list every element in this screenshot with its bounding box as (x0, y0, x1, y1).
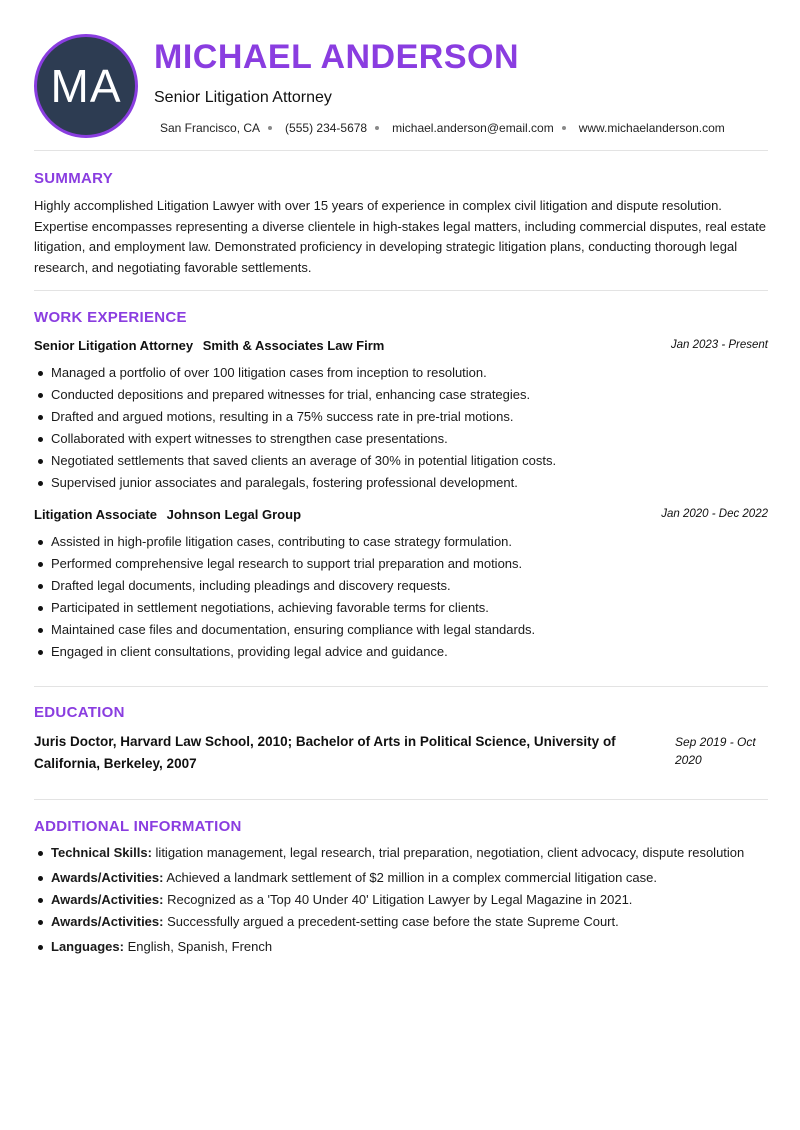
section-divider (34, 290, 768, 291)
list-item: Performed comprehensive legal research to support trial preparation and motions. (34, 553, 768, 575)
education-dates: Sep 2019 - Oct 2020 (675, 735, 756, 767)
job-header (34, 507, 768, 527)
candidate-title: Senior Litigation Attorney (154, 89, 332, 106)
list-item: Conducted depositions and prepared witnesses for trial, enhancing case strategies. (34, 384, 768, 406)
contact-email[interactable]: michael.anderson@email.com (392, 121, 554, 135)
contact-location: San Francisco, CA (160, 121, 261, 135)
item-label: Awards/Activities: (51, 914, 164, 929)
additional-list (34, 842, 768, 958)
avatar-initials: MA (50, 60, 122, 112)
list-item: Maintained case files and documentation, ensuring compliance with legal standards. (34, 619, 768, 641)
job-role: Litigation Associate (34, 507, 158, 522)
list-item (34, 842, 768, 864)
section-title-education: EDUCATION (34, 704, 125, 721)
summary-text: Highly accomplished Litigation Lawyer with over 15 years of experience in complex civil litigation and dispute resolution. Expertise encompasses representing a diverse clientele in high-stakes legal matters, including commercial disputes, real estate litigation, and employment law. Demonstrated proficiency in developing strategic litigation plans, conducting thorough legal research, and negotiating favorable settlements. (34, 198, 766, 275)
section-title-additional: ADDITIONAL INFORMATION (34, 818, 242, 835)
list-item: Supervised junior associates and paralegals, fostering professional development. (34, 472, 768, 494)
job-dates: Jan 2020 - Dec 2022 (661, 508, 768, 520)
job-bullets (34, 531, 768, 663)
candidate-name: MICHAEL ANDERSON (154, 38, 520, 76)
item-text: Achieved a landmark settlement of $2 million in a complex commercial litigation case. (166, 870, 657, 885)
job-bullets (34, 362, 768, 494)
list-item: Collaborated with expert witnesses to strengthen case presentations. (34, 428, 768, 450)
resume-header (34, 34, 768, 138)
list-item: Managed a portfolio of over 100 litigation cases from inception to resolution. (34, 362, 768, 384)
contact-line (160, 121, 725, 135)
section-divider (34, 686, 768, 687)
additional-info (34, 842, 768, 958)
job-role: Senior Litigation Attorney (34, 338, 194, 353)
list-item (34, 911, 768, 933)
job-company: Johnson Legal Group (166, 507, 302, 522)
education-degree: Juris Doctor, Harvard Law School, 2010; Bachelor of Arts in Political Science, University of California, Berkeley, 2007 (34, 734, 616, 771)
item-label: Awards/Activities: (51, 892, 164, 907)
list-item: Engaged in client consultations, providing legal advice and guidance. (34, 641, 768, 663)
list-item: Drafted and argued motions, resulting in a 75% success rate in pre-trial motions. (34, 406, 768, 428)
list-item (34, 889, 768, 911)
section-title-experience: WORK EXPERIENCE (34, 309, 187, 326)
item-text: Recognized as a 'Top 40 Under 40' Litigation Lawyer by Legal Magazine in 2021. (167, 892, 633, 907)
list-item (34, 867, 768, 889)
education-entry (34, 731, 768, 775)
list-item: Drafted legal documents, including pleadings and discovery requests. (34, 575, 768, 597)
list-item: Assisted in high-profile litigation cases, contributing to case strategy formulation. (34, 531, 768, 553)
section-title-summary: SUMMARY (34, 170, 114, 187)
job-dates: Jan 2023 - Present (670, 339, 768, 351)
item-text: English, Spanish, French (127, 939, 273, 954)
list-item: Negotiated settlements that saved clients an average of 30% in potential litigation costs. (34, 450, 768, 472)
job-company: Smith & Associates Law Firm (202, 338, 385, 353)
contact-phone: (555) 234-5678 (285, 121, 368, 135)
item-text: litigation management, legal research, trial preparation, negotiation, client advocacy, dispute resolution (155, 845, 745, 860)
contact-website[interactable]: www.michaelanderson.com (578, 121, 725, 135)
item-text: Successfully argued a precedent-setting case before the state Supreme Court. (167, 914, 619, 929)
separator-dot-icon (375, 126, 379, 130)
section-divider (34, 799, 768, 800)
initials-avatar (34, 34, 138, 138)
list-item: Participated in settlement negotiations, achieving favorable terms for clients. (34, 597, 768, 619)
experience-entry (34, 507, 768, 663)
item-label: Technical Skills: (51, 845, 152, 860)
section-divider (34, 150, 768, 151)
job-header (34, 338, 768, 358)
separator-dot-icon (268, 126, 272, 130)
experience-entry (34, 338, 768, 494)
item-label: Awards/Activities: (51, 870, 164, 885)
separator-dot-icon (562, 126, 566, 130)
item-label: Languages: (51, 939, 124, 954)
list-item (34, 936, 768, 958)
